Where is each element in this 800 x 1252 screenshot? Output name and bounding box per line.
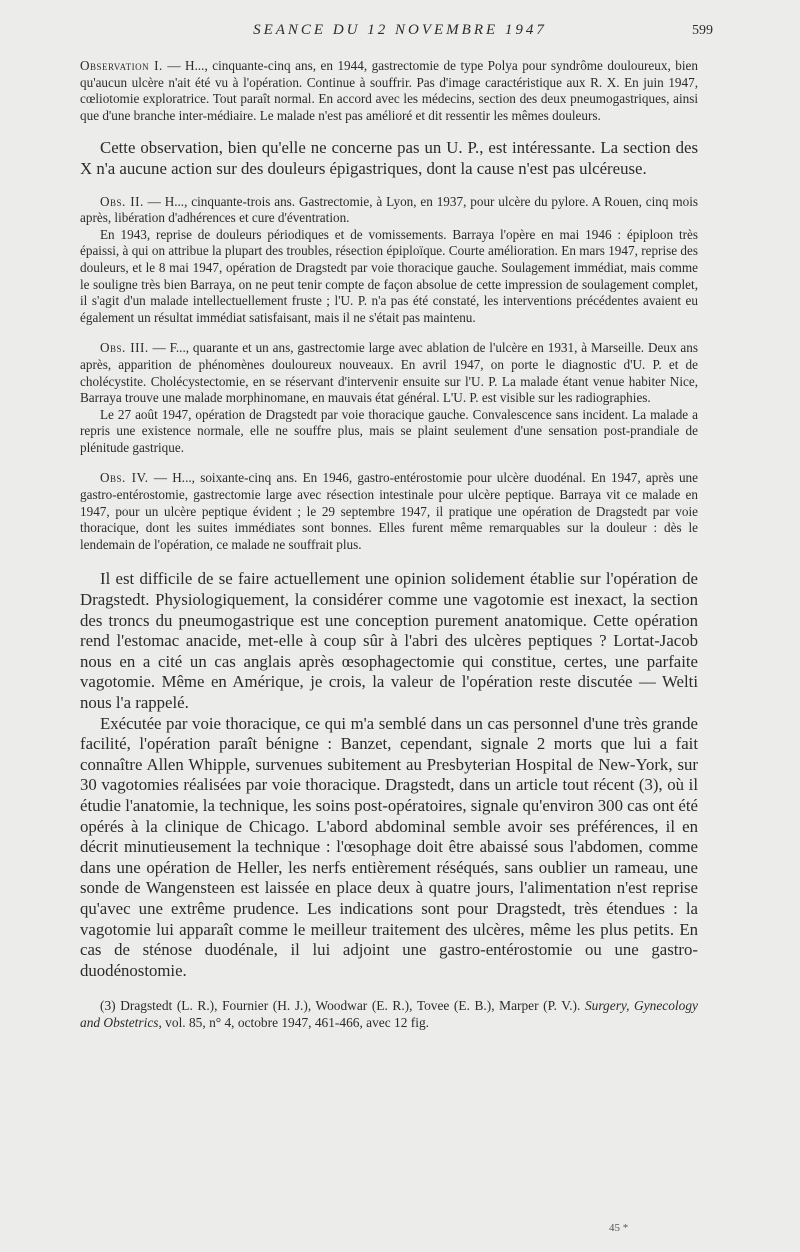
footnote-journal: Surgery, Gynecology and Obstetrics xyxy=(80,998,698,1031)
observation-1 xyxy=(80,58,698,124)
observation-2-continuation: En 1943, reprise de douleurs périodiques et de vomissements. Barraya l'opère en mai 1946 : épiploon très épaissi, à qui on attribue la plupart des troubles, résection épiploïque. Courte amélioration. En mars 1947, reprise des douleurs, et le 8 mai 1947, opération de Dragstedt par voie thoracique gauche. Soulagement immédiat, mais comme le souligne très bien Barraya, on ne peut tenir compte de façon absolue de cette impression de soulagement complet, il s'agit d'un malade intellectuellement fruste ; l'U. P. n'a pas été constaté, les interventions précédentes avaient eu également un résultat immédiat satisfaisant, mais il ne s'était pas maintenu. xyxy=(80,226,698,325)
footnote-details: , vol. 85, n° 4, octobre 1947, 461-466, avec 12 fig. xyxy=(158,1015,429,1031)
observation-2 xyxy=(80,194,698,227)
footnote xyxy=(80,997,698,1031)
discussion-paragraph-1: Il est difficile de se faire actuellement une opinion solidement établie sur l'opération de Dragstedt. Physiologiquement, la considérer comme une vagotomie est inexact, la section des troncs du pneumogastrique est une conception purement anatomique. Cette opération rend l'estomac anacide, met-elle à coup sûr à l'abri des ulcères peptiques ? Lortat-Jacob nous en a cité un cas anglais après œsophagectomie qui constitue, certes, une parfaite vagotomie. Même en Amérique, je crois, la valeur de l'opération reste discutée — Welti nous l'a rappelé. xyxy=(80,569,698,712)
discussion-paragraph-2: Exécutée par voie thoracique, ce qui m'a semblé dans un cas personnel d'une très grande facilité, l'opération paraît bénigne : Banzet, cependant, signale 2 morts que lui a fait connaître Allen Whipple, survenues subitement au Presbyterian Hospital de New-York, sur 30 vagotomies réalisées par voie thoracique. Dragstedt, dans un article tout récent (3), où il étudie l'anatomie, la technique, les soins post-opératoires, signale qu'environ 300 cas ont été opérés à la clinique de Chicago. L'abord abdominal semble avoir ses préférences, il en décrit minutieusement la technique : l'œsophage doit être abaissé sous l'abdomen, comme dans une opération de Heller, les nerfs entièrement réséqués, sans oublier un rameau, une sonde de Wangensteen est laissée en place deux à quatre jours, l'alimentation n'est reprise qu'avec une extrême prudence. Les indications sont pour Dragstedt, très étendues : la vagotomie lui apparaît comme le meilleur traitement des ulcères, même les plus petits. En cas de sténose duodénale, il lui adjoint une gastro-entérostomie ou une gastro-duodénostomie. xyxy=(80,713,698,980)
observation-3-text: — F..., quarante et un ans, gastrectomie large avec ablation de l'ulcère en 1931, à Marseille. Deux ans après, apparition de phénomènes douloureux nouveaux. En avril 1947, on porte le diagnostic d'U. P. et de cholécystite. Cholécystectomie, en se réservant d'intervenir ensuite sur l'U. P. La malade étant venue habiter Nice, Barraya trouve une malade morphinomane, en mauvais état général. L'U. P. est visible sur les radiographies. xyxy=(80,340,698,406)
observation-4 xyxy=(80,470,698,553)
comment-paragraph: Cette observation, bien qu'elle ne concerne pas un U. P., est intéressante. La section des X n'a aucune action sur des douleurs épigastriques, dont la cause n'est pas ulcéreuse. xyxy=(80,138,698,178)
observation-3-label: Obs. III. xyxy=(100,340,149,356)
observation-1-label: Observation I. xyxy=(80,58,163,73)
observation-4-label: Obs. IV. xyxy=(100,470,149,486)
page-number: 599 xyxy=(692,23,713,38)
running-title: SEANCE DU 12 NOVEMBRE 1947 xyxy=(253,22,547,38)
footnote-authors: (3) Dragstedt (L. R.), Fournier (H. J.), Woodwar (E. R.), Tovee (E. B.), Marper (P. V.). xyxy=(100,998,581,1014)
page-header xyxy=(0,22,800,44)
observation-1-text: — H..., cinquante-cinq ans, en 1944, gastrectomie de type Polya pour syndrôme douloureux, bien qu'aucun ulcère n'ait été vu à l'opération. Continue à souffrir. Pas d'image caractéristique aux R. X. En juin 1947, cœliotomie exploratrice. Tout paraît normal. En accord avec les médecins, section des deux pneumogastriques, ainsi que d'une branche inter-médiaire. Le malade n'est pas amélioré et dit ressentir les mêmes douleurs. xyxy=(80,58,698,123)
observation-3 xyxy=(80,340,698,406)
observation-4-text: — H..., soixante-cinq ans. En 1946, gastro-entérostomie pour ulcère duodénal. En 1947, après une gastro-entérostomie, gastrectomie large avec résection intestinale pour ulcère peptique. Barraya vit ce malade en 1947, pour un ulcère peptique évident ; le 29 septembre 1947, il pratique une opération de Dragstedt par voie thoracique, dont les suites immédiates sont bonnes. Elles furent même remarquables sur la douleur : dès le lendemain de l'opération, ce malade ne souffrait plus. xyxy=(80,470,698,552)
observation-2-label: Obs. II. xyxy=(100,193,144,209)
page-content xyxy=(80,58,698,1031)
observation-3-continuation: Le 27 août 1947, opération de Dragstedt par voie thoracique gauche. Convalescence sans incident. La malade a repris une existence normale, elle ne souffre plus, mais se plaint seulement d'une sensation post-prandiale de plénitude gastrique. xyxy=(80,406,698,455)
observation-2-text: — H..., cinquante-trois ans. Gastrectomie, à Lyon, en 1937, pour ulcère du pylore. A Rouen, cinq mois après, libération d'adhérences et cure d'éventration. xyxy=(80,193,698,226)
signature-mark: 45 * xyxy=(609,1222,629,1234)
